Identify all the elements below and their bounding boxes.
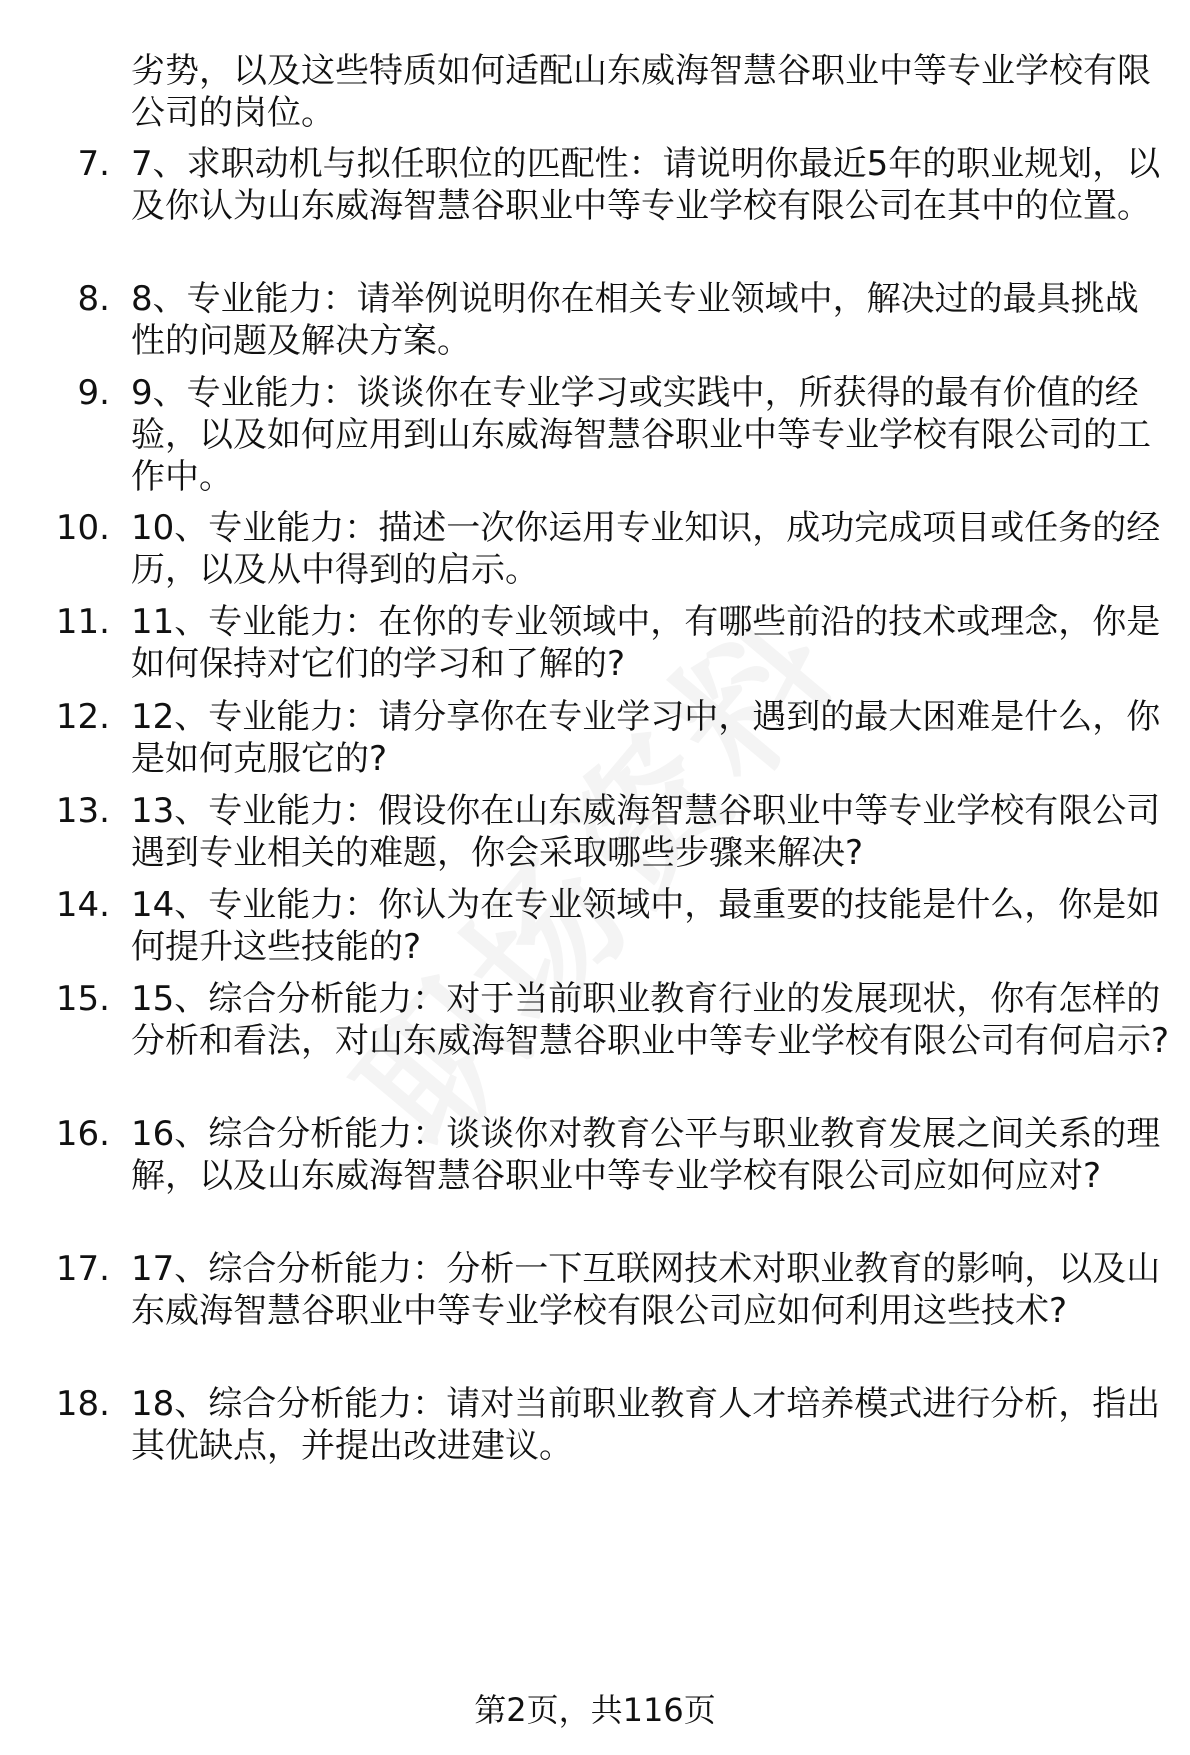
item-number: 11. [55, 602, 110, 642]
item-text: 12、专业能力：请分享你在专业学习中，遇到的最大困难是什么，你是如何克服它的? [131, 697, 1161, 779]
item-number: 9. [77, 373, 110, 413]
item-number: 14. [55, 885, 110, 925]
item-number: 18. [55, 1384, 110, 1424]
item-number: 8. [77, 279, 110, 319]
item-number: 16. [55, 1114, 110, 1154]
item-text: 13、专业能力：假设你在山东威海智慧谷职业中等专业学校有限公司遇到专业相关的难题，你会采取哪些步骤来解决? [131, 791, 1161, 873]
item-text: 15、综合分析能力：对于当前职业教育行业的发展现状，你有怎样的分析和看法，对山东威海智慧谷职业中等专业学校有限公司有何启示? [131, 979, 1170, 1061]
item-number: 13. [55, 791, 110, 831]
item-text: 14、专业能力：你认为在专业领域中，最重要的技能是什么，你是如何提升这些技能的? [131, 885, 1161, 967]
item-text: 18、综合分析能力：请对当前职业教育人才培养模式进行分析，指出其优缺点，并提出改进建议。 [131, 1384, 1161, 1466]
item-text: 16、综合分析能力：谈谈你对教育公平与职业教育发展之间关系的理解，以及山东威海智慧谷职业中等专业学校有限公司应如何应对? [131, 1114, 1161, 1196]
item-text: 10、专业能力：描述一次你运用专业知识，成功完成项目或任务的经历，以及从中得到的启示。 [131, 508, 1161, 590]
page-footer: 第2页，共116页 [474, 1691, 716, 1729]
item-number: 10. [55, 508, 110, 548]
item-number: 12. [55, 697, 110, 737]
item-text: 11、专业能力：在你的专业领域中，有哪些前沿的技术或理念，你是如何保持对它们的学习和了解的? [131, 602, 1161, 684]
item-number: 7. [77, 144, 110, 184]
item-number: 15. [55, 979, 110, 1019]
item-text: 7、求职动机与拟任职位的匹配性：请说明你最近5年的职业规划，以及你认为山东威海智慧谷职业中等专业学校有限公司在其中的位置。 [131, 144, 1161, 226]
item-text: 8、专业能力：请举例说明你在相关专业领域中，解决过的最具挑战性的问题及解决方案。 [131, 279, 1139, 361]
continuation-paragraph: 劣势，以及这些特质如何适配山东威海智慧谷职业中等专业学校有限公司的岗位。 [131, 51, 1151, 133]
item-text: 9、专业能力：谈谈你在专业学习或实践中，所获得的最有价值的经验，以及如何应用到山东威海智慧谷职业中等专业学校有限公司的工作中。 [131, 373, 1151, 497]
item-number: 17. [55, 1249, 110, 1289]
item-text: 17、综合分析能力：分析一下互联网技术对职业教育的影响，以及山东威海智慧谷职业中等专业学校有限公司应如何利用这些技术? [131, 1249, 1161, 1331]
